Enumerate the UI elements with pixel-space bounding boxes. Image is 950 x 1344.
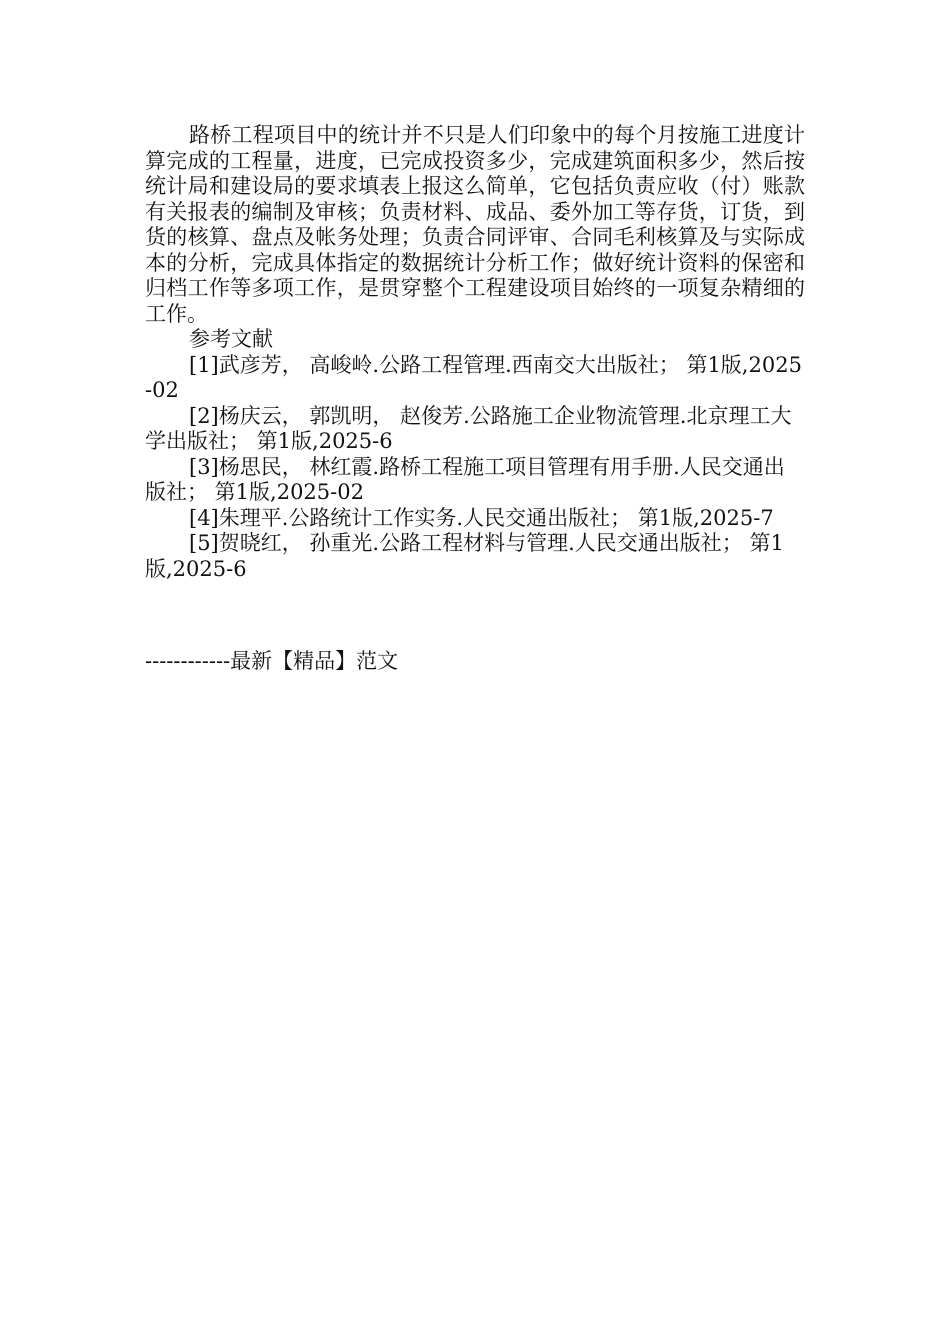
reference-item-4: [4]朱理平.公路统计工作实务.人民交通出版社； 第1版,2025-7 xyxy=(189,505,774,530)
footer-label: ------------最新【精品】范文 xyxy=(145,649,399,673)
body-paragraph: 路桥工程项目中的统计并不只是人们印象中的每个月按施工进度计算完成的工程量，进度，已完成投资多少，完成建筑面积多少，然后按统计局和建设局的要求填表上报这么简单，它包括负责应收（付）账款有关报表的编制及审核；负责材料、成品、委外加工等存货，订货，到货的核算、盘点及帐务处理；负责合同评审、合同毛利核算及与实际成本的分析，完成具体指定的数据统计分析工作；做好统计资料的保密和归档工作等多项工作，是贯穿整个工程建设项目始终的一项复杂精细的工作。 xyxy=(145,123,805,326)
document-page xyxy=(145,123,805,582)
reference-item-2: [2]杨庆云， 郭凯明， 赵俊芳.公路施工企业物流管理.北京理工大学出版社； 第1版,2025-6 xyxy=(145,403,792,453)
reference-item-3: [3]杨思民， 林红霞.路桥工程施工项目管理有用手册.人民交通出版社； 第1版,2025-02 xyxy=(145,454,785,504)
reference-item-1: [1]武彦芳， 高峻岭.公路工程管理.西南交大出版社； 第1版,2025-02 xyxy=(145,352,802,402)
references-list xyxy=(145,353,805,583)
reference-item-5: [5]贺晓红， 孙重光.公路工程材料与管理.人民交通出版社； 第1版,2025-6 xyxy=(145,531,784,581)
references-heading: 参考文献 xyxy=(189,327,273,351)
